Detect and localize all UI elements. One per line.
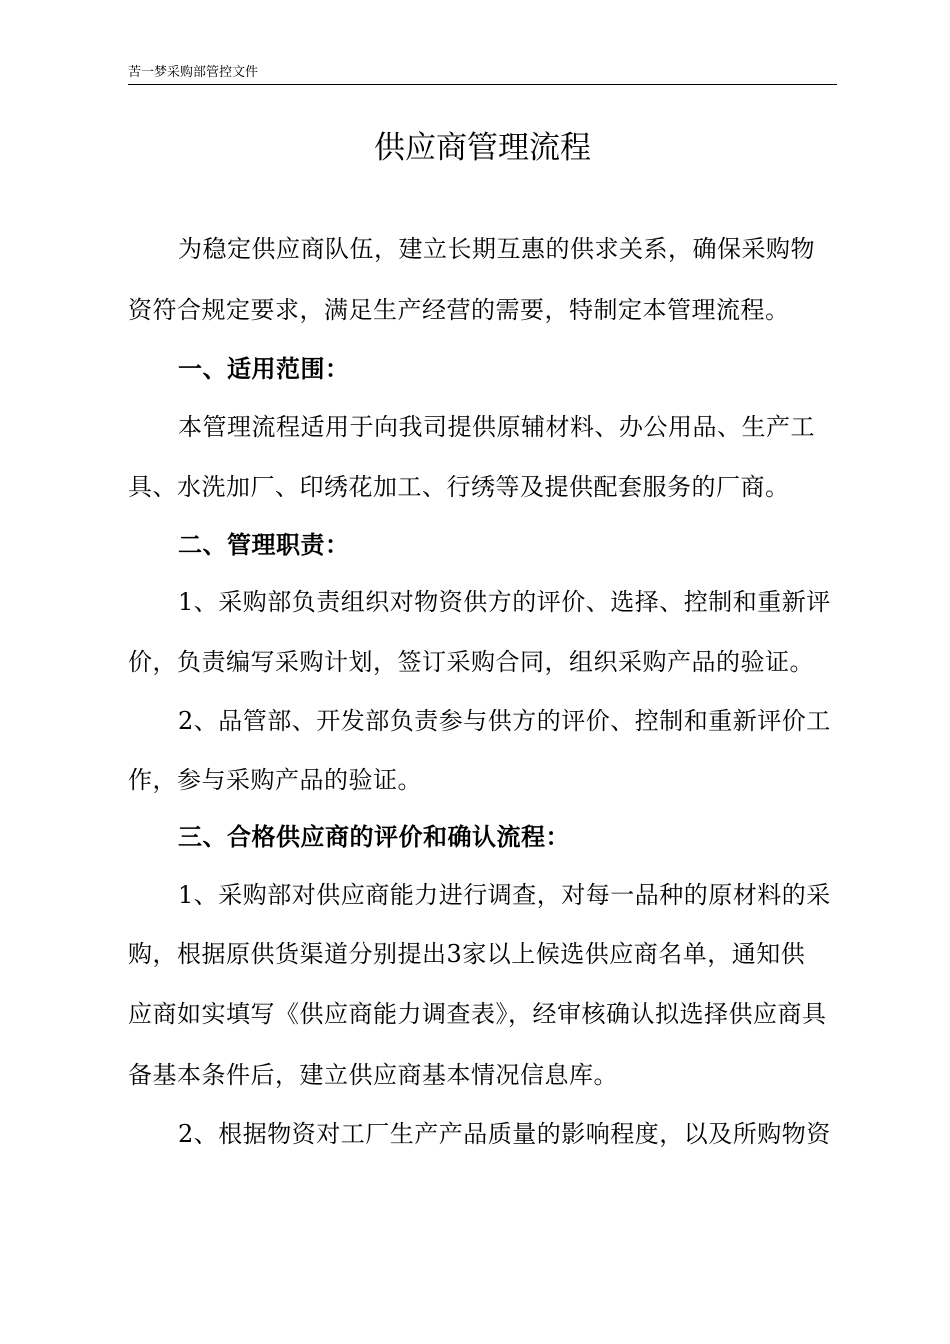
paragraph-line: 为稳定供应商队伍，建立长期互惠的供求关系，确保采购物 [178,235,815,263]
paragraph-line: 应商如实填写《供应商能力调查表》，经审核确认拟选择供应商具 [128,1000,827,1028]
section-heading-evaluation: 三、合格供应商的评价和确认流程： [178,822,570,851]
paragraph-line: 具、水洗加厂、印绣花加工、行绣等及提供配套服务的厂商。 [128,473,790,501]
paragraph-line: 2、根据物资对工厂生产产品质量的影响程度，以及所购物资 [178,1120,831,1148]
paragraph-line: 2、品管部、开发部负责参与供方的评价、控制和重新评价工 [178,707,831,735]
page-header [128,64,837,85]
section-heading-scope: 一、适用范围： [178,354,350,383]
document-title: 供应商管理流程 [374,130,591,166]
paragraph-line: 价，负责编写采购计划，签订采购合同，组织采购产品的验证。 [128,648,814,676]
paragraph-line: 资符合规定要求，满足生产经营的需要，特制定本管理流程。 [128,296,790,324]
section-heading-responsibilities: 二、管理职责： [178,530,350,559]
header-text: 苦一梦采购部管控文件 [128,65,259,80]
paragraph-line: 备基本条件后，建立供应商基本情况信息库。 [128,1061,618,1089]
paragraph-line: 1、采购部负责组织对物资供方的评价、选择、控制和重新评 [178,588,831,616]
paragraph-line: 作，参与采购产品的验证。 [128,766,422,794]
paragraph-line: 1、采购部对供应商能力进行调查，对每一品种的原材料的采 [178,881,831,909]
paragraph-line: 本管理流程适用于向我司提供原辅材料、办公用品、生产工 [178,413,815,441]
paragraph-line: 购，根据原供货渠道分别提出3家以上候选供应商名单，通知供 [128,940,806,968]
